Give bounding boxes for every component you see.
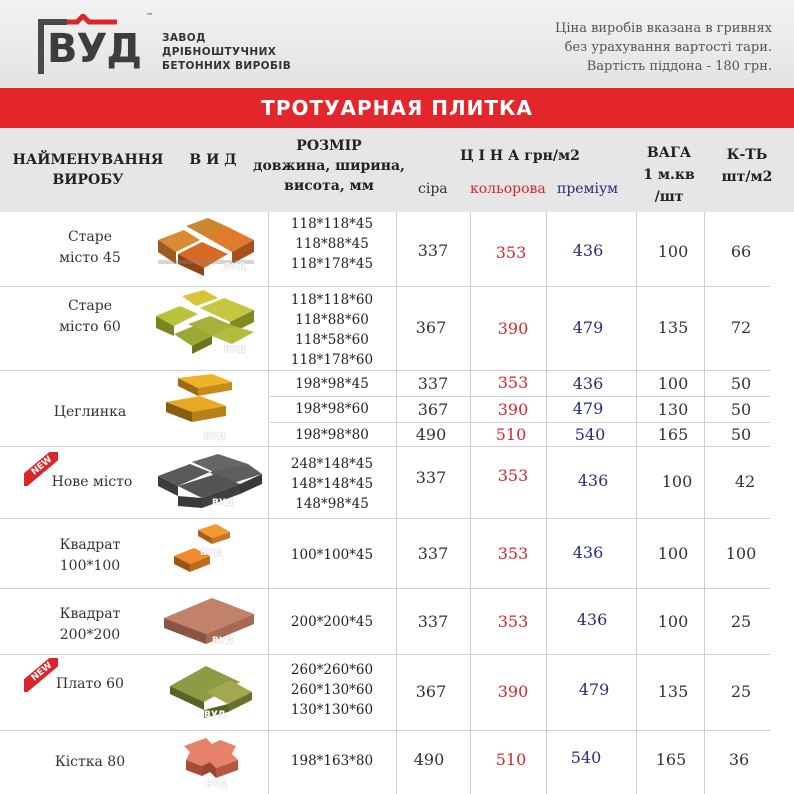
- col-header-qty: К-ТЬ шт/м2: [721, 147, 773, 185]
- price-color: 353: [497, 544, 529, 563]
- tile-watermark: ВУД: [206, 780, 228, 790]
- tile-watermark: ВУД: [224, 345, 246, 355]
- row-size: 198*98*45: [295, 376, 369, 392]
- row-sizes: 200*200*45: [290, 614, 374, 630]
- price-color: 353: [497, 612, 529, 631]
- row-name-stare-misto-60: Старе місто 60: [59, 298, 121, 335]
- logo-tagline: ЗАВОД ДРІБНОШТУЧНИХ БЕТОННИХ ВИРОБІВ: [162, 32, 292, 72]
- weight: 165: [657, 425, 689, 444]
- row-sizes: 198*163*80: [290, 753, 374, 769]
- tile-image-tseglynka: [160, 372, 240, 438]
- weight: 130: [657, 400, 689, 419]
- quantity: 50: [730, 425, 752, 444]
- col-header-weight: ВАГА 1 м.кв /шт: [643, 145, 695, 205]
- price-premium: 436: [572, 241, 604, 260]
- page-header: [0, 0, 794, 88]
- price-premium: 540: [574, 425, 606, 444]
- row-sizes: 248*148*45 148*148*45 148*98*45: [290, 456, 374, 512]
- weight: 100: [657, 374, 689, 393]
- row-sizes: 100*100*45: [290, 547, 374, 563]
- price-color: 353: [497, 373, 529, 392]
- price-premium: 479: [572, 318, 604, 337]
- row-name-kvadrat-100: Квадрат 100*100: [59, 537, 121, 574]
- quantity: 50: [730, 400, 752, 419]
- quantity: 100: [725, 544, 757, 563]
- quantity: 42: [734, 472, 756, 491]
- section-title: ТРОТУАРНАЯ ПЛИТКА: [0, 88, 794, 128]
- price-color: 390: [497, 400, 529, 419]
- weight: 100: [657, 544, 689, 563]
- price-grey: 337: [415, 468, 447, 487]
- tile-watermark: ВУД: [204, 710, 226, 720]
- quantity: 66: [730, 242, 752, 261]
- weight: 135: [657, 682, 689, 701]
- quantity: 36: [728, 750, 750, 769]
- price-grey: 490: [415, 425, 447, 444]
- row-name-plato-60: Плато 60: [56, 676, 124, 692]
- price-color: 390: [497, 682, 529, 701]
- col-header-price-grey: сіра: [418, 181, 448, 197]
- price-grey: 337: [417, 544, 449, 563]
- price-color: 510: [495, 750, 527, 769]
- col-header-size: РОЗМІР довжина, ширина, висота, мм: [253, 138, 405, 194]
- tile-watermark: ВУД: [212, 498, 234, 508]
- tile-image-nove-misto: [156, 452, 266, 514]
- row-name-nove-misto: Нове місто: [51, 474, 133, 490]
- col-header-type: В И Д: [189, 152, 237, 168]
- price-grey: 367: [417, 400, 449, 419]
- row-name-kistka-80: Кістка 80: [54, 754, 126, 770]
- price-grey: 337: [417, 374, 449, 393]
- table-header: [0, 128, 794, 212]
- quantity: 25: [730, 612, 752, 631]
- row-sizes: 118*118*60 118*88*60 118*58*60 118*178*60: [290, 292, 374, 368]
- col-header-price: Ц І Н А грн/м2: [460, 148, 580, 164]
- col-header-price-color: кольорова: [470, 181, 546, 197]
- tile-watermark: ВУД: [224, 262, 246, 272]
- tile-watermark: ВУД: [212, 636, 234, 646]
- price-color: 353: [495, 243, 527, 262]
- col-header-name: НАЙМЕНУВАННЯ ВИРОБУ: [12, 152, 164, 188]
- tile-image-kvadrat-200: [160, 592, 260, 648]
- row-name-tseglynka: Цеглинка: [53, 404, 127, 420]
- weight: 100: [657, 612, 689, 631]
- row-size: 198*98*80: [295, 427, 369, 443]
- price-grey: 367: [415, 318, 447, 337]
- col-header-price-premium: преміум: [557, 181, 619, 197]
- quantity: 25: [730, 682, 752, 701]
- price-premium: 436: [577, 471, 609, 490]
- row-sizes: 260*260*60 260*130*60 130*130*60: [290, 662, 374, 718]
- price-premium: 540: [570, 748, 602, 767]
- price-note: Ціна виробів вказана в гривнях без урахування вартості тари. Вартість піддона - 180 грн.: [555, 21, 772, 74]
- price-premium: 479: [578, 680, 610, 699]
- row-sizes: 118*118*45 118*88*45 118*178*45: [290, 216, 374, 272]
- tile-image-kistka-80: [176, 732, 246, 786]
- quantity: 72: [730, 318, 752, 337]
- price-color: 353: [497, 466, 529, 485]
- row-size: 198*98*60: [295, 401, 369, 417]
- new-badge: NEW: [24, 658, 58, 692]
- price-grey: 367: [415, 682, 447, 701]
- price-premium: 479: [572, 399, 604, 418]
- price-color: 390: [497, 319, 529, 338]
- weight: 165: [655, 750, 687, 769]
- price-premium: 436: [572, 543, 604, 562]
- weight: 100: [657, 242, 689, 261]
- logo-wordmark: ВУД: [47, 26, 141, 72]
- row-name-kvadrat-200: Квадрат 200*200: [59, 606, 121, 643]
- new-badge: NEW: [24, 452, 58, 486]
- price-grey: 337: [417, 241, 449, 260]
- row-name-stare-misto-45: Старе місто 45: [59, 229, 121, 266]
- tile-watermark: ВУД: [204, 432, 226, 442]
- price-grey: 337: [417, 612, 449, 631]
- quantity: 50: [730, 374, 752, 393]
- weight: 100: [661, 472, 693, 491]
- tile-watermark: ВУД: [200, 548, 222, 558]
- price-color: 510: [495, 425, 527, 444]
- price-grey: 490: [413, 750, 445, 769]
- price-premium: 436: [572, 374, 604, 393]
- price-premium: 436: [576, 610, 608, 629]
- weight: 135: [657, 318, 689, 337]
- trademark: ™: [146, 12, 153, 20]
